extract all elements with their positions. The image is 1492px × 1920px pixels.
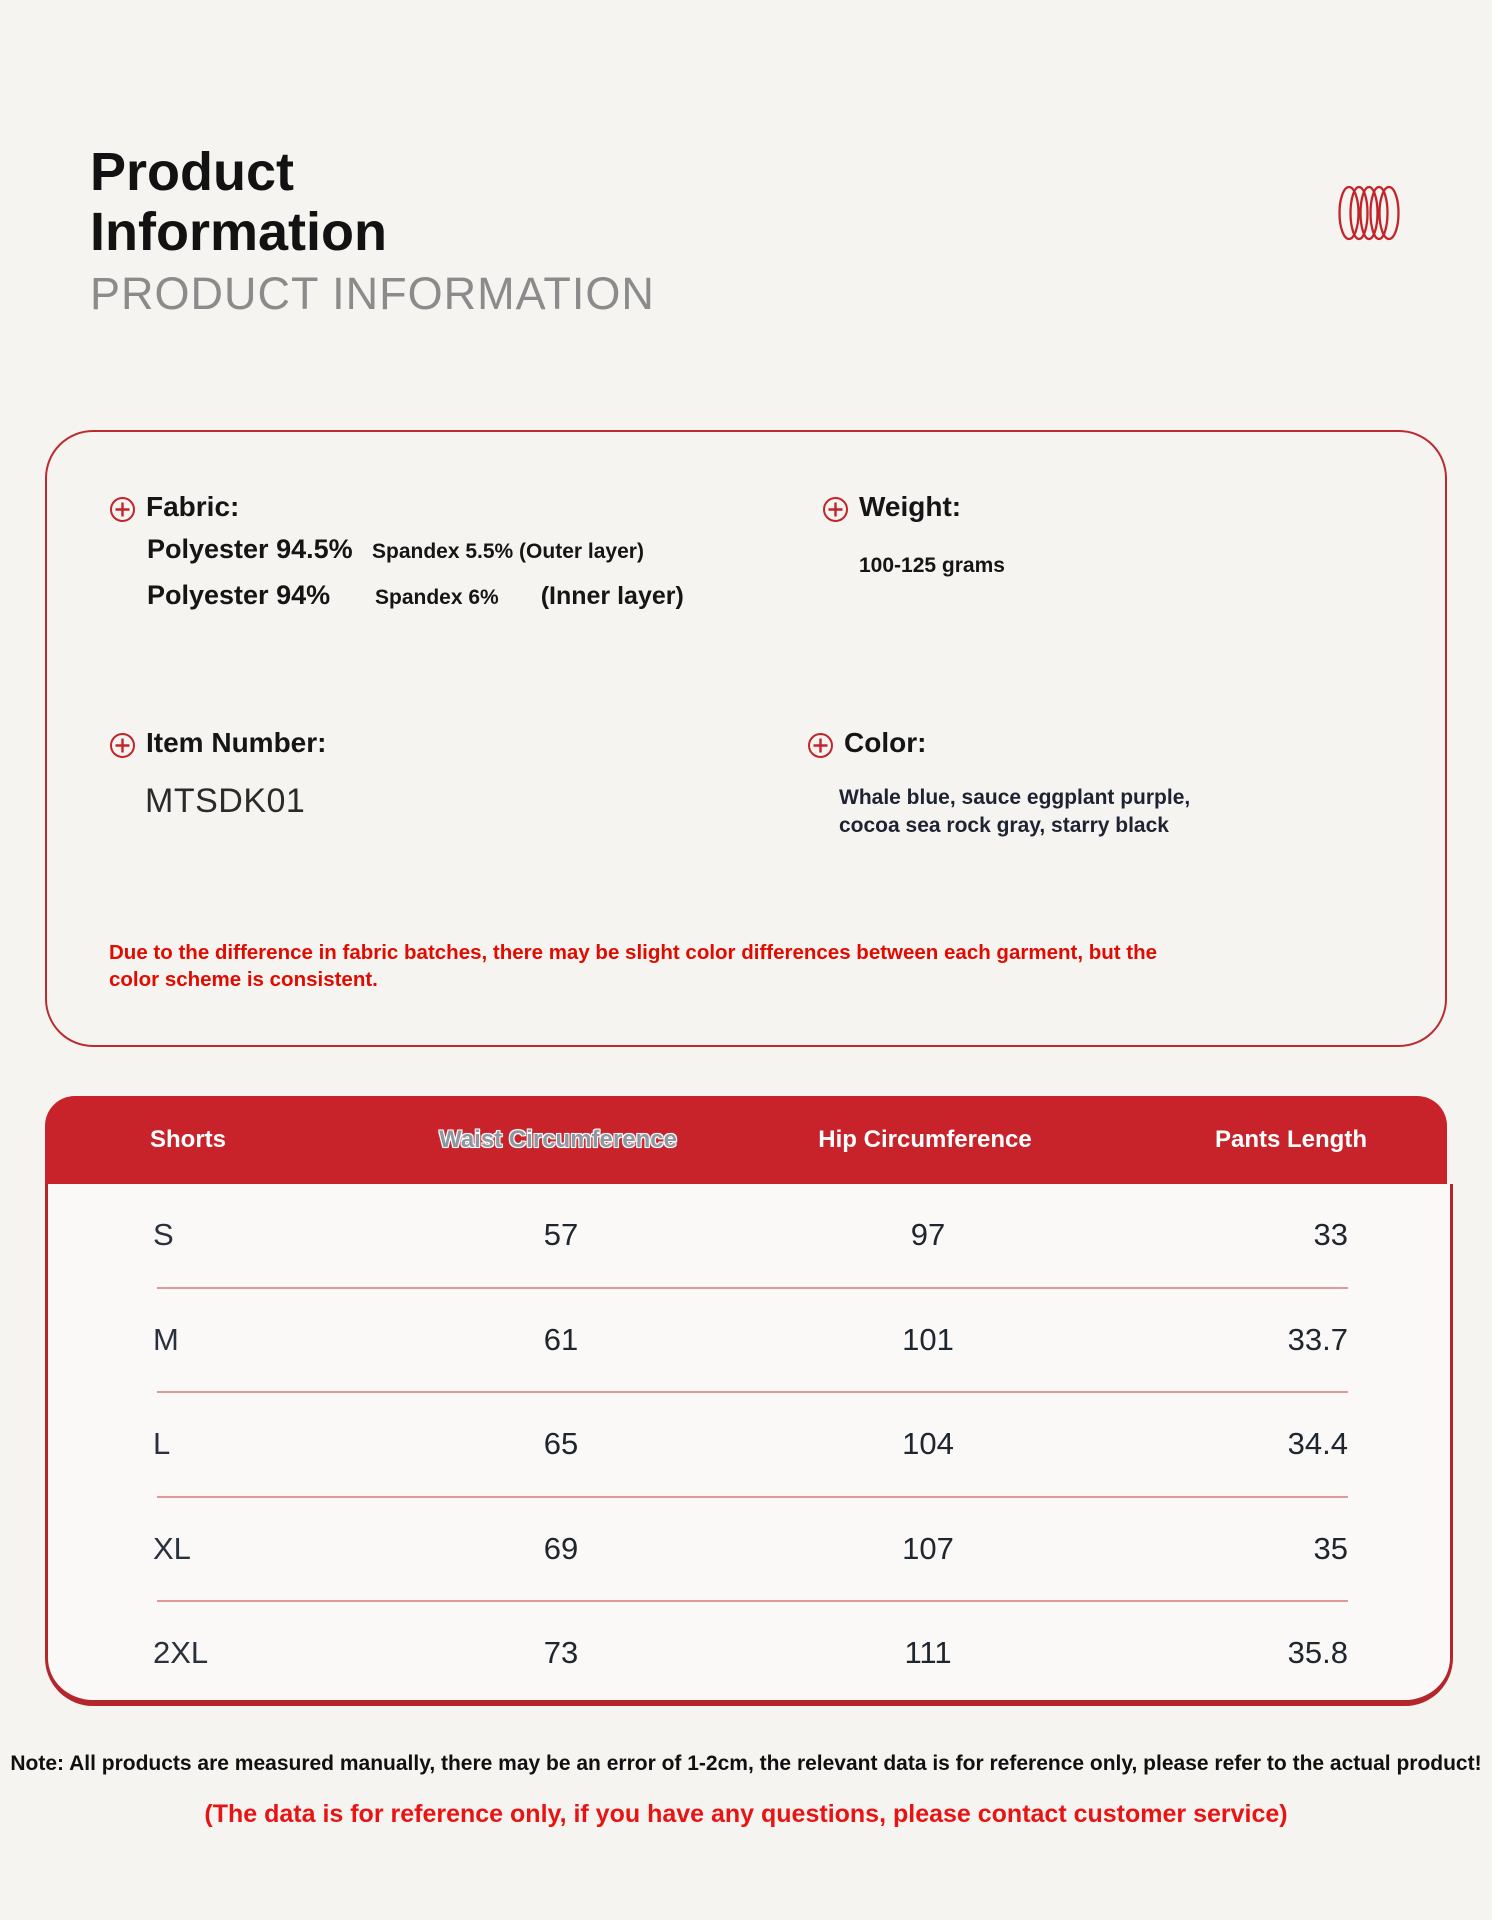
column-header-length: Pants Length	[1214, 1126, 1367, 1153]
fabric-inner-sub: Spandex 6%	[375, 586, 499, 609]
fabric-label-text: Fabric:	[146, 490, 240, 522]
reference-disclaimer: (The data is for reference only, if you have any questions, please contact customer service)	[204, 1800, 1288, 1828]
table-row-xl	[48, 1498, 1450, 1601]
hip-cell: 97	[910, 1217, 946, 1253]
fabric-outer-main: Polyester 94.5%	[147, 534, 353, 564]
waist-cell: 65	[543, 1426, 579, 1462]
column-header-waist: Waist Circumference	[439, 1126, 677, 1153]
coil-logo-icon	[1338, 184, 1400, 242]
waist-cell: 73	[543, 1635, 579, 1671]
size-cell: M	[153, 1321, 179, 1357]
length-cell: 33	[1313, 1217, 1348, 1253]
plus-circle-icon	[109, 496, 136, 523]
size-table-header	[45, 1096, 1447, 1184]
size-cell: S	[153, 1217, 174, 1253]
page-title-line1: Product	[90, 142, 295, 202]
hip-cell: 104	[902, 1426, 954, 1462]
hip-cell: 111	[904, 1635, 952, 1671]
length-cell: 35.8	[1287, 1635, 1348, 1671]
column-header-shorts: Shorts	[150, 1126, 227, 1153]
measurement-note: Note: All products are measured manually, there may be an error of 1-2cm, the relevant data is for reference only, please refer to the actual product!	[10, 1752, 1482, 1775]
item-number-label-text: Item Number:	[146, 726, 327, 758]
fabric-section-label	[109, 490, 239, 523]
color-label-text: Color:	[844, 726, 927, 758]
plus-circle-icon	[807, 732, 834, 759]
size-cell: XL	[153, 1530, 191, 1566]
page-title-line2: Information	[90, 202, 387, 263]
product-info-panel	[45, 430, 1447, 1047]
plus-circle-icon	[109, 732, 136, 759]
fabric-outer-layer	[147, 534, 644, 565]
weight-section-label	[822, 490, 961, 523]
weight-label-text: Weight:	[859, 490, 962, 522]
color-value-line2: cocoa sea rock gray, starry black	[839, 813, 1169, 837]
color-section-label	[807, 726, 926, 759]
table-row-2xl	[48, 1602, 1450, 1705]
page-title	[90, 142, 387, 263]
length-cell: 35	[1313, 1530, 1348, 1566]
size-cell: L	[153, 1426, 171, 1462]
color-value-line1: Whale blue, sauce eggplant purple,	[839, 786, 1191, 809]
waist-cell: 61	[543, 1321, 579, 1357]
plus-circle-icon	[822, 496, 849, 523]
fabric-inner-layer	[147, 580, 684, 611]
fabric-inner-layer-tag: (Inner layer)	[540, 582, 684, 610]
fabric-outer-sub: Spandex 5.5% (Outer layer)	[372, 540, 644, 563]
waist-cell: 57	[543, 1217, 579, 1253]
table-row-s	[48, 1184, 1450, 1287]
item-number-section-label	[109, 726, 326, 759]
waist-cell: 69	[543, 1530, 579, 1566]
weight-value: 100-125 grams	[859, 554, 1005, 577]
item-number-value: MTSDK01	[145, 782, 306, 820]
page-subtitle: PRODUCT INFORMATION	[90, 268, 655, 319]
size-table-body	[45, 1184, 1453, 1706]
column-header-hip: Hip Circumference	[818, 1126, 1032, 1153]
length-cell: 33.7	[1287, 1321, 1348, 1357]
batch-difference-note: Due to the difference in fabric batches, there may be slight color differences between each garment, but the color scheme is consistent.	[109, 941, 1158, 991]
table-row-m	[48, 1289, 1450, 1392]
hip-cell: 101	[902, 1321, 954, 1357]
size-cell: 2XL	[153, 1635, 209, 1671]
fabric-inner-main: Polyester 94%	[147, 580, 331, 610]
hip-cell: 107	[902, 1530, 954, 1566]
table-row-l	[48, 1393, 1450, 1496]
length-cell: 34.4	[1287, 1426, 1348, 1462]
color-value	[839, 784, 1190, 839]
